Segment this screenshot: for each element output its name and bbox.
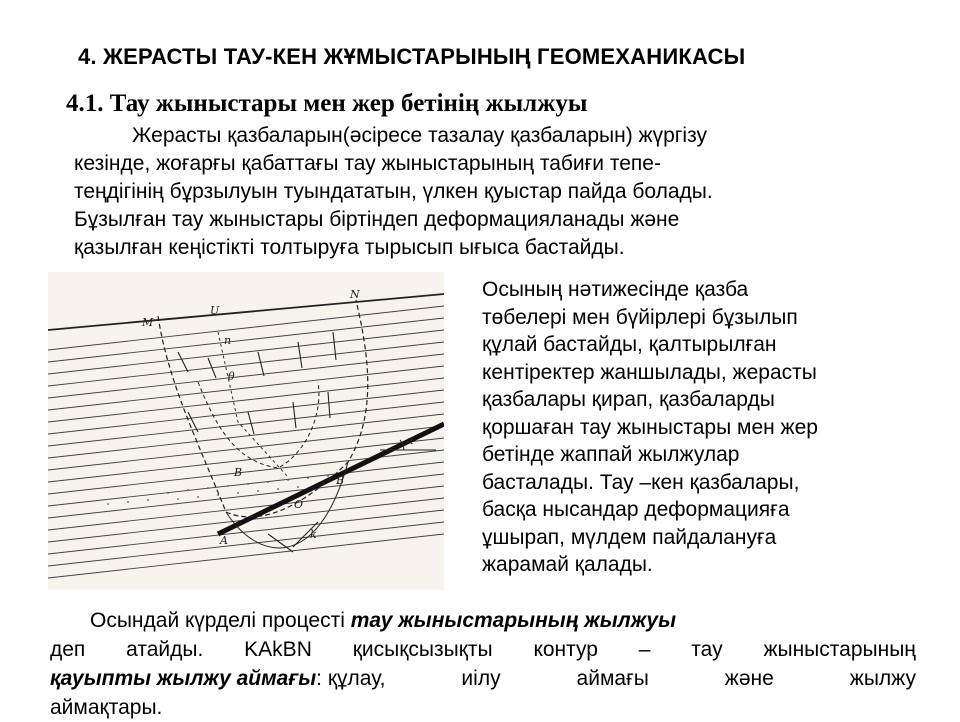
word: : xyxy=(316,667,322,690)
side-line: басқа нысандар деформацияға xyxy=(482,498,790,521)
label-n: N xyxy=(350,288,360,301)
word: және xyxy=(724,667,774,690)
conclusion-line-3 xyxy=(50,664,916,693)
term-dangerous-zone: қауыпты жылжу аймағы xyxy=(50,667,317,690)
label-alpha: α xyxy=(406,434,414,447)
side-line: ұшырап, мүлдем пайдалануға xyxy=(482,525,777,549)
conclusion-paragraph xyxy=(50,606,916,722)
label-m: M xyxy=(142,316,154,329)
word: тау xyxy=(691,638,723,661)
word: KAkBN xyxy=(244,638,312,661)
side-line: қоршаған тау жыныстары мен жер xyxy=(482,415,818,439)
word: аймағы xyxy=(576,667,649,690)
side-line: жарамай қалады. xyxy=(482,553,653,576)
label-u: U xyxy=(210,304,220,317)
word: жыныстарының xyxy=(763,638,916,661)
word: қисықсызықты xyxy=(352,638,493,661)
rock-displacement-diagram xyxy=(48,272,444,590)
intro-line: теңдігінің бұрзылуын туындататын, үлкен қуыстар пайда болады. xyxy=(74,180,713,203)
intro-line: қазылған кеңістікті толтыруға тырысып ығыса бастайды. xyxy=(74,236,625,259)
word: атайды. xyxy=(126,638,204,661)
intro-line: кезінде, жоғарғы қабаттағы тау жыныстарының табиғи тепе- xyxy=(74,152,661,175)
slide-title: 4. ЖЕРАСТЫ ТАУ-КЕН ЖҰМЫСТАРЫНЫҢ ГЕОМЕХАНИКАСЫ xyxy=(78,44,746,69)
label-o: O xyxy=(294,498,304,511)
label-theta: θ xyxy=(228,370,235,383)
intro-line: Бұзылған тау жыныстары біртіндеп деформацияланады және xyxy=(74,208,680,231)
label-b-inner: B xyxy=(234,466,243,479)
side-line: төбелері мен бүйірлері бұзылып xyxy=(482,305,798,329)
conclusion-text: Осындай күрделі процесті xyxy=(90,609,351,632)
conclusion-line-2 xyxy=(50,635,916,664)
word: құлау, xyxy=(327,667,386,690)
side-line: бетінде жаппай жылжулар xyxy=(482,443,740,466)
label-n-small: n xyxy=(224,334,232,347)
conclusion-line-1 xyxy=(50,606,916,635)
label-a: A xyxy=(220,534,228,547)
word: контур xyxy=(533,638,598,661)
intro-paragraph xyxy=(74,122,914,262)
word: жылжу xyxy=(849,667,916,690)
side-line: басталады. Тау –кен қазбалары, xyxy=(482,470,800,494)
diagram-svg xyxy=(48,272,444,590)
word: иілу xyxy=(461,667,501,690)
side-line: құлай бастайды, қалтырылған xyxy=(482,333,777,356)
side-line: Осының нәтижесінде қазба xyxy=(482,278,749,301)
word: – xyxy=(638,638,651,661)
label-b: B xyxy=(336,474,345,487)
intro-line: Жерасты қазбаларын(әсіресе тазалау қазбаларын) жүргізу xyxy=(132,124,707,147)
side-line: кентіректер жаншылады, жерасты xyxy=(482,360,817,384)
section-title: 4.1. Тау жыныстары мен жер бетінің жылжуы xyxy=(66,90,588,117)
label-k: k xyxy=(310,528,317,541)
conclusion-line-4: аймақтары. xyxy=(50,696,163,719)
side-line: қазбалары қирап, қазбаларды xyxy=(482,388,775,411)
consequence-paragraph xyxy=(482,276,922,579)
word: деп xyxy=(50,638,86,661)
term-rock-displacement: тау жыныстарының жылжуы xyxy=(350,609,677,632)
